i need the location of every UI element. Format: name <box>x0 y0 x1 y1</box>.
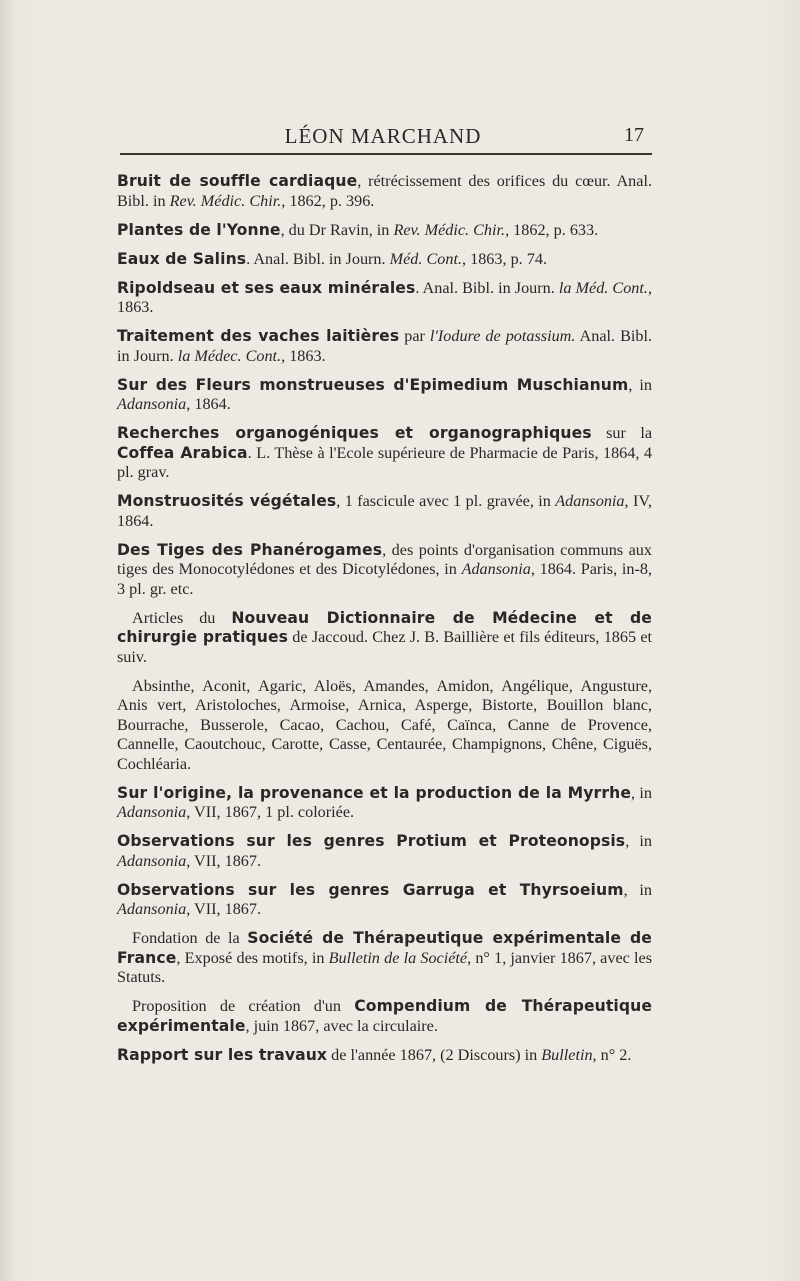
entry-title: Sur des Fleurs monstrueuses d'Epimedium Muschianum <box>117 375 629 394</box>
entry-title: Rapport sur les travaux <box>117 1045 328 1064</box>
entry-fondation-societe: Fondation de la Société de Thérapeutique expérimentale de France, Exposé des motifs, in Bulletin de la Société, n° 1, janvier 1867, avec les Statuts. <box>117 929 653 986</box>
entry-article-list: Absinthe, Aconit, Agaric, Aloës, Amandes, Amidon, Angélique, Angusture, Anis vert, Aristoloches, Armoise, Arnica, Asperge, Bistorte, Bouillon blanc, Bourrache, Busserole, Cacao, Cachou, Café, Caïnca, Canne de Provence, Cannelle, Caoutchouc, Carotte, Casse, Centaurée, Champignons, Chêne, Ciguës, Cochléaria. <box>117 676 652 773</box>
page-number: 17 <box>624 124 644 146</box>
entry-monstruosites: Monstruosités végétales, 1 fascicule avec 1 pl. gravée, in Adansonia, IV, 1864. <box>117 492 653 530</box>
entry-title: Société de Thérapeutique expérimentale de France <box>117 929 652 967</box>
entry-title: Ripoldseau et ses eaux minérales <box>117 278 416 297</box>
entry-title: Observations sur les genres Protium et Proteonopsis <box>117 832 626 850</box>
entry-ripoldseau: Ripoldseau et ses eaux minérales. Anal. Bibl. in Journ. la Méd. Cont., 1863. <box>117 278 652 316</box>
entry-articles-dictionnaire: Articles du Nouveau Dictionnaire de Médecine et de chirurgie pratiques de Jaccoud. Chez J. B. Baillière et fils éditeurs, 1865 et suiv. <box>117 608 652 666</box>
entry-title: Nouveau Dictionnaire de Médecine et de chirurgie pratiques <box>117 608 652 646</box>
entry-title: Observations sur les genres Garruga et Thyrsoeium <box>117 880 624 899</box>
entry-tiges-phanerogames: Des Tiges des Phanérogames, des points d'organisation communs aux tiges des Monocotylédones et des Dicotylédones, in Adansonia, 1864. Paris, in-8, 3 pl. gr. etc. <box>117 540 652 598</box>
entry-traitement-vaches: Traitement des vaches laitières par l'Iodure de potassium. Anal. Bibl. in Journ. la Médec. Cont., 1863. <box>117 327 653 365</box>
entry-rapport-travaux: Rapport sur les travaux de l'année 1867, (2 Discours) in Bulletin, n° 2. <box>117 1045 632 1064</box>
entry-recherches-organogeniques: Recherches organogéniques et organographiques sur la Coffea Arabica. L. Thèse à l'Ecole supérieure de Pharmacie de Paris, 1864, 4 pl. grav. <box>117 424 653 481</box>
entry-eaux-de-salins: Eaux de Salins. Anal. Bibl. in Journ. Méd. Cont., 1863, p. 74. <box>117 249 547 268</box>
header-rule <box>120 153 652 155</box>
entry-title: Eaux de Salins <box>117 249 247 268</box>
entry-plantes-yonne: Plantes de l'Yonne, du Dr Ravin, in Rev. Médic. Chir., 1862, p. 633. <box>117 220 599 239</box>
entry-title: Bruit de souffle cardiaque <box>117 172 358 190</box>
bibliography-list <box>117 172 652 1075</box>
entry-bruit-de-souffle: Bruit de souffle cardiaque, rétrécissement des orifices du cœur. Anal. Bibl. in Rev. Médic. Chir., 1862, p. 396. <box>117 172 653 210</box>
entry-title: Recherches organogéniques et organographiques <box>117 424 592 442</box>
entry-title: Plantes de l'Yonne <box>117 220 281 239</box>
entry-title: Monstruosités végétales <box>117 492 337 510</box>
page-header <box>118 118 648 152</box>
entry-title: Sur l'origine, la provenance et la production de la Myrrhe <box>117 783 632 802</box>
entry-title: Des Tiges des Phanérogames <box>117 540 383 559</box>
entry-protium: Observations sur les genres Protium et Proteonopsis, in Adansonia, VII, 1867. <box>117 832 653 870</box>
entry-title: Compendium de Thérapeutique expérimentale <box>117 997 653 1035</box>
running-title: LÉON MARCHAND <box>284 124 482 148</box>
entry-title: Traitement des vaches laitières <box>117 327 400 345</box>
entry-compendium: Proposition de création d'un Compendium de Thérapeutique expérimentale, juin 1867, avec la circulaire. <box>117 997 653 1035</box>
entry-fleurs-monstrueuses: Sur des Fleurs monstrueuses d'Epimedium Muschianum, in Adansonia, 1864. <box>117 375 652 413</box>
entry-garruga: Observations sur les genres Garruga et Thyrsoeium, in Adansonia, VII, 1867. <box>117 880 652 918</box>
entry-myrrhe: Sur l'origine, la provenance et la production de la Myrrhe, in Adansonia, VII, 1867, 1 pl. coloriée. <box>117 783 653 821</box>
